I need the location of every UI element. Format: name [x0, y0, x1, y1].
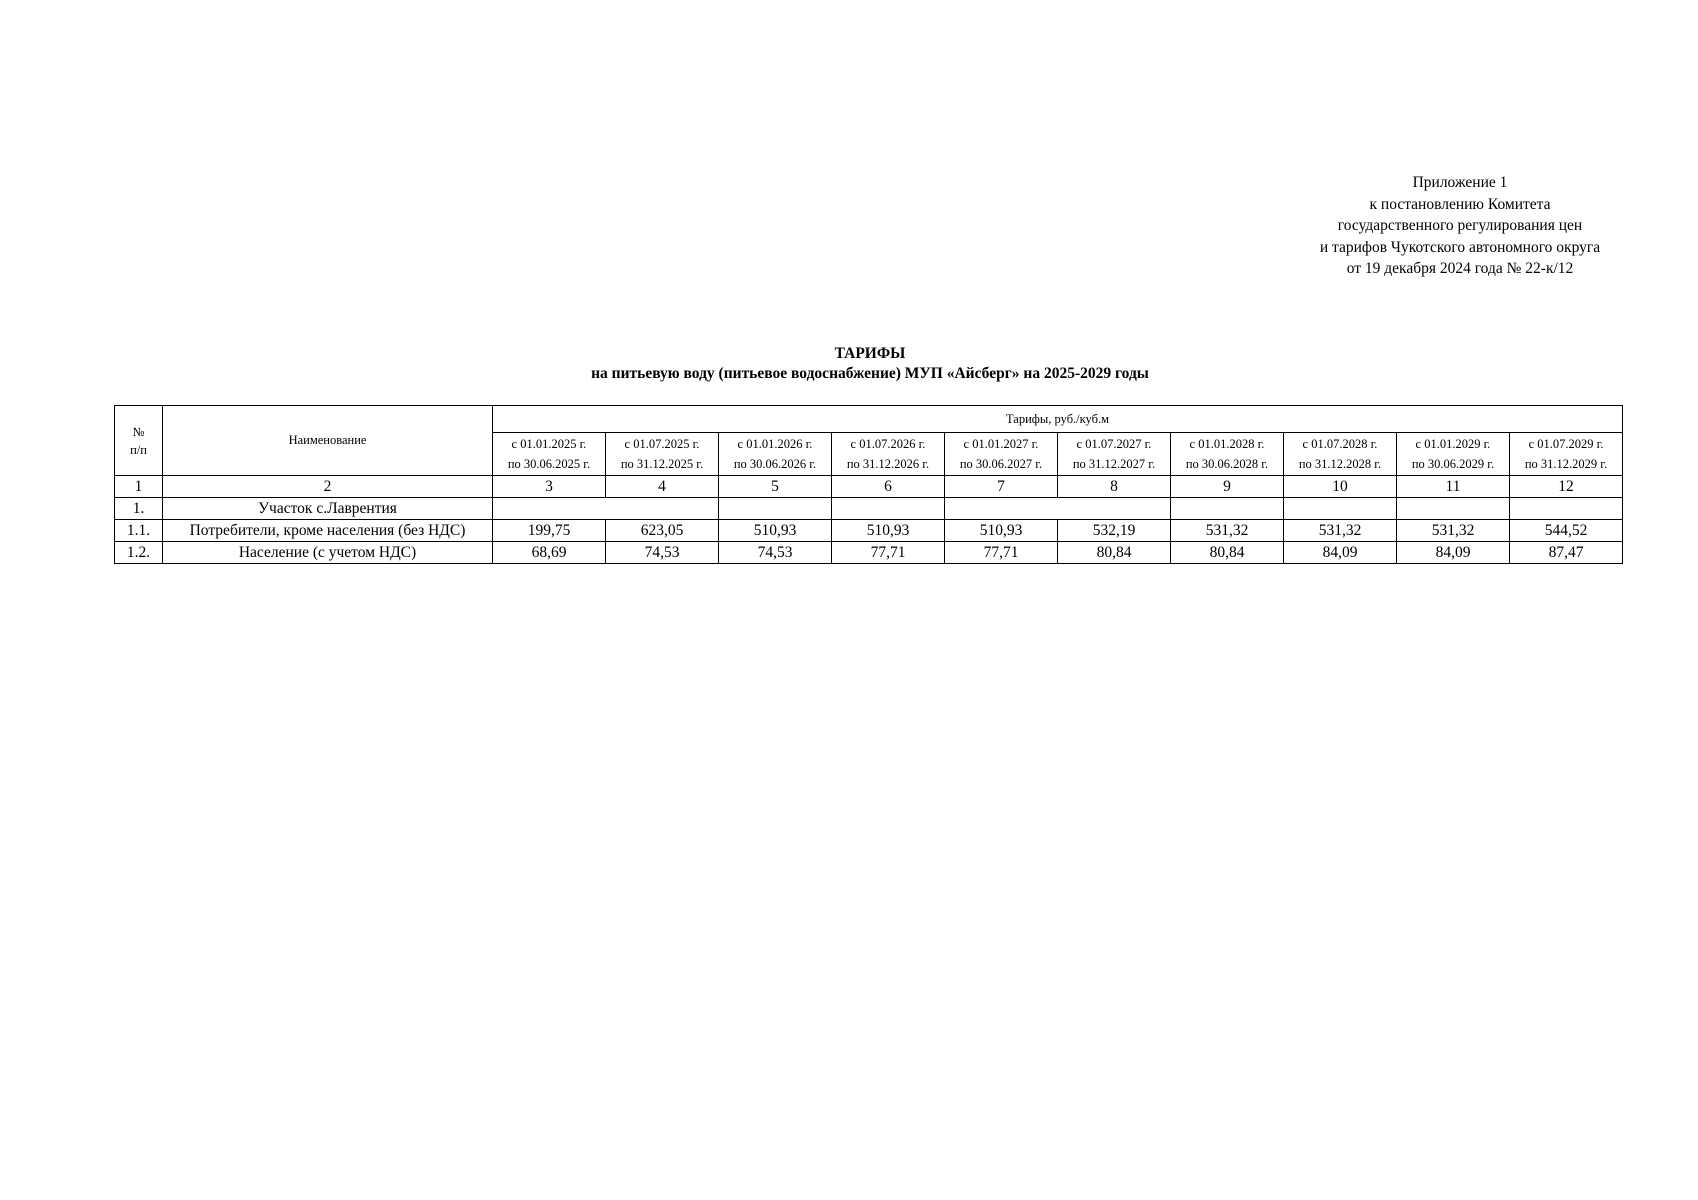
appendix-line: к постановлению Комитета [1369, 195, 1551, 213]
tariff-value: 531,32 [1397, 520, 1510, 542]
column-number: 9 [1171, 476, 1284, 498]
column-number: 5 [719, 476, 832, 498]
period-header: с 01.01.2028 г. по 30.06.2028 г. [1171, 433, 1284, 476]
column-header-name: Наименование [163, 406, 493, 476]
tariff-value: 510,93 [832, 520, 945, 542]
appendix-line: Приложение 1 [1412, 174, 1508, 191]
empty-cell [1171, 498, 1284, 520]
table-row [115, 542, 1623, 564]
period-header: с 01.01.2029 г. по 30.06.2029 г. [1397, 433, 1510, 476]
empty-cell [1284, 498, 1397, 520]
tariff-value: 510,93 [945, 520, 1058, 542]
column-number: 12 [1510, 476, 1623, 498]
appendix-line: государственного регулирования цен [1337, 217, 1583, 234]
tariff-value: 77,71 [832, 542, 945, 564]
empty-cell [1397, 498, 1510, 520]
tariff-value: 87,47 [1510, 542, 1623, 564]
appendix-line: от 19 декабря 2024 года № 22-к/12 [1346, 260, 1574, 277]
section-row [115, 498, 1623, 520]
column-numbers-row [115, 476, 1623, 498]
column-number: 2 [163, 476, 493, 498]
period-header: с 01.07.2029 г. по 31.12.2029 г. [1510, 433, 1623, 476]
column-number: 8 [1058, 476, 1171, 498]
empty-cell [493, 498, 719, 520]
column-number: 1 [115, 476, 163, 498]
column-number: 10 [1284, 476, 1397, 498]
tariff-value: 74,53 [606, 542, 719, 564]
header-row-group [115, 406, 1623, 433]
period-header: с 01.01.2027 г. по 30.06.2027 г. [945, 433, 1058, 476]
column-number: 7 [945, 476, 1058, 498]
tariff-value: 68,69 [493, 542, 606, 564]
tariff-value: 74,53 [719, 542, 832, 564]
tariff-value: 80,84 [1171, 542, 1284, 564]
period-header: с 01.07.2027 г. по 31.12.2027 г. [1058, 433, 1171, 476]
empty-cell [1510, 498, 1623, 520]
tariff-value: 510,93 [719, 520, 832, 542]
period-header: с 01.01.2026 г. по 30.06.2026 г. [719, 433, 832, 476]
tariff-value: 199,75 [493, 520, 606, 542]
tariff-table [114, 405, 1623, 564]
table-row [115, 520, 1623, 542]
column-number: 3 [493, 476, 606, 498]
tariff-value: 531,32 [1284, 520, 1397, 542]
section-name: Участок с.Лаврентия [163, 498, 493, 520]
column-number: 4 [606, 476, 719, 498]
column-header-tariffs: Тарифы, руб./куб.м [493, 406, 1623, 433]
empty-cell [832, 498, 945, 520]
empty-cell [945, 498, 1171, 520]
tariff-value: 544,52 [1510, 520, 1623, 542]
tariff-value: 623,05 [606, 520, 719, 542]
document-subtitle: на питьевую воду (питьевое водоснабжение) МУП «Айсберг» на 2025-2029 годы [591, 365, 1149, 382]
row-name: Потребители, кроме населения (без НДС) [163, 520, 493, 542]
tariff-value: 80,84 [1058, 542, 1171, 564]
appendix-line: и тарифов Чукотского автономного округа [1319, 238, 1601, 256]
tariff-value: 77,71 [945, 542, 1058, 564]
column-number: 6 [832, 476, 945, 498]
column-number: 11 [1397, 476, 1510, 498]
section-number: 1. [115, 498, 163, 520]
tariff-value: 531,32 [1171, 520, 1284, 542]
row-number: 1.1. [115, 520, 163, 542]
document-title: ТАРИФЫ [834, 345, 906, 362]
tariff-value: 84,09 [1397, 542, 1510, 564]
period-header: с 01.01.2025 г. по 30.06.2025 г. [493, 433, 606, 476]
column-header-number: № п/п [115, 406, 163, 476]
tariff-value: 84,09 [1284, 542, 1397, 564]
tariff-value: 532,19 [1058, 520, 1171, 542]
row-number: 1.2. [115, 542, 163, 564]
period-header: с 01.07.2028 г. по 31.12.2028 г. [1284, 433, 1397, 476]
row-name: Население (с учетом НДС) [163, 542, 493, 564]
appendix-block [1290, 172, 1630, 280]
empty-cell [719, 498, 832, 520]
period-header: с 01.07.2026 г. по 31.12.2026 г. [832, 433, 945, 476]
period-header: с 01.07.2025 г. по 31.12.2025 г. [606, 433, 719, 476]
